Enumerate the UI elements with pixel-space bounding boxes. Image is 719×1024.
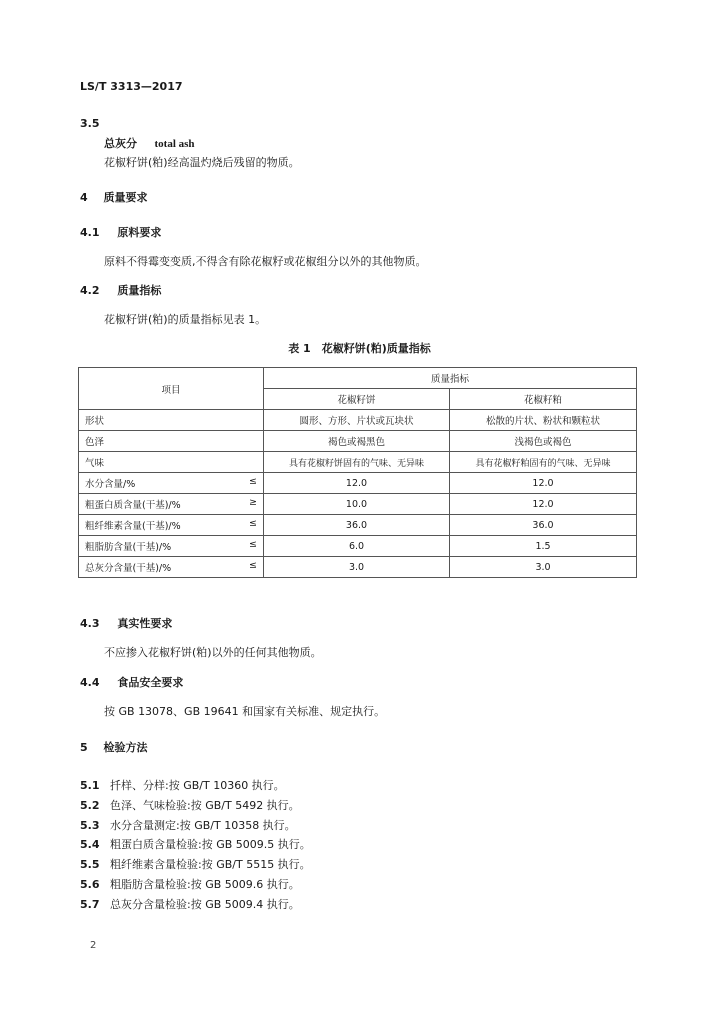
method-number: 5.5 bbox=[80, 858, 100, 871]
method-item bbox=[80, 797, 300, 813]
row-value-1: 10.0 bbox=[264, 494, 450, 515]
section-4-4-text: 按 GB 13078、GB 19641 和国家有关标准、规定执行。 bbox=[104, 705, 386, 718]
table-row bbox=[79, 536, 637, 557]
table-row bbox=[79, 410, 637, 431]
section-4-2-title: 质量指标 bbox=[117, 284, 162, 297]
method-number: 5.1 bbox=[80, 779, 100, 792]
term-en: total ash bbox=[154, 138, 195, 150]
section-4-3-number: 4.3 bbox=[80, 617, 100, 630]
section-4-1-number: 4.1 bbox=[80, 226, 100, 239]
table-row bbox=[79, 473, 637, 494]
row-value-2: 12.0 bbox=[450, 473, 637, 494]
row-op: ≤ bbox=[249, 476, 257, 487]
section-3-5-number: 3.5 bbox=[80, 117, 100, 130]
section-5-heading bbox=[80, 739, 148, 755]
term-heading bbox=[104, 135, 195, 151]
method-text: 总灰分含量检验:按 GB 5009.4 执行。 bbox=[110, 898, 300, 911]
table-row bbox=[79, 431, 637, 452]
method-text: 粗蛋白质含量检验:按 GB 5009.5 执行。 bbox=[110, 838, 311, 851]
section-4-number: 4 bbox=[80, 191, 88, 204]
table-row bbox=[79, 557, 637, 578]
method-text: 粗纤维素含量检验:按 GB/T 5515 执行。 bbox=[110, 858, 311, 871]
row-op: ≤ bbox=[249, 518, 257, 529]
method-text: 粗脂肪含量检验:按 GB 5009.6 执行。 bbox=[110, 878, 300, 891]
section-4-title: 质量要求 bbox=[103, 191, 148, 204]
header-col2: 花椒籽粕 bbox=[450, 389, 637, 410]
row-item: 气味 bbox=[85, 458, 105, 469]
section-4-4-heading bbox=[80, 674, 183, 690]
term-cn: 总灰分 bbox=[104, 137, 137, 150]
row-item: 水分含量/% bbox=[85, 479, 136, 490]
method-number: 5.2 bbox=[80, 799, 100, 812]
table-row bbox=[79, 452, 637, 473]
row-value-2: 1.5 bbox=[450, 536, 637, 557]
row-value-1: 圆形、方形、片状或瓦块状 bbox=[264, 410, 450, 431]
row-value-2: 具有花椒籽粕固有的气味、无异味 bbox=[450, 452, 637, 473]
row-value-2: 12.0 bbox=[450, 494, 637, 515]
method-item bbox=[80, 836, 311, 852]
section-4-heading bbox=[80, 189, 148, 205]
row-item: 粗纤维素含量(干基)/% bbox=[85, 521, 181, 532]
term-definition: 花椒籽饼(粕)经高温灼烧后残留的物质。 bbox=[104, 156, 300, 169]
method-item bbox=[80, 896, 300, 912]
method-item bbox=[80, 856, 311, 872]
row-item: 色泽 bbox=[85, 437, 105, 448]
row-item: 粗脂肪含量(干基)/% bbox=[85, 542, 172, 553]
section-4-1-title: 原料要求 bbox=[117, 226, 162, 239]
row-item: 总灰分含量(干基)/% bbox=[85, 563, 172, 574]
method-number: 5.6 bbox=[80, 878, 100, 891]
table-row bbox=[79, 515, 637, 536]
section-4-1-text: 原料不得霉变变质,不得含有除花椒籽或花椒组分以外的其他物质。 bbox=[104, 255, 427, 268]
header-item: 项目 bbox=[79, 368, 264, 410]
row-value-1: 3.0 bbox=[264, 557, 450, 578]
table-row bbox=[79, 494, 637, 515]
row-value-1: 具有花椒籽饼固有的气味、无异味 bbox=[264, 452, 450, 473]
header-group: 质量指标 bbox=[264, 368, 637, 389]
method-number: 5.7 bbox=[80, 898, 100, 911]
section-4-2-heading bbox=[80, 282, 161, 298]
method-text: 色泽、气味检验:按 GB/T 5492 执行。 bbox=[110, 799, 300, 812]
section-4-2-number: 4.2 bbox=[80, 284, 100, 297]
row-value-2: 36.0 bbox=[450, 515, 637, 536]
row-op: ≤ bbox=[249, 560, 257, 571]
row-value-1: 12.0 bbox=[264, 473, 450, 494]
section-4-4-title: 食品安全要求 bbox=[117, 676, 184, 689]
row-op: ≤ bbox=[249, 539, 257, 550]
section-4-2-text: 花椒籽饼(粕)的质量指标见表 1。 bbox=[104, 313, 267, 326]
row-value-1: 褐色或褐黑色 bbox=[264, 431, 450, 452]
page-number: 2 bbox=[90, 940, 97, 951]
section-4-3-title: 真实性要求 bbox=[117, 617, 173, 630]
method-item bbox=[80, 876, 300, 892]
row-value-2: 浅褐色或褐色 bbox=[450, 431, 637, 452]
method-item bbox=[80, 777, 285, 793]
quality-table bbox=[78, 367, 637, 578]
row-value-2: 3.0 bbox=[450, 557, 637, 578]
row-item: 粗蛋白质含量(干基)/% bbox=[85, 500, 181, 511]
method-item bbox=[80, 817, 296, 833]
section-4-1-heading bbox=[80, 224, 161, 240]
section-5-number: 5 bbox=[80, 741, 88, 754]
section-4-4-number: 4.4 bbox=[80, 676, 100, 689]
section-4-3-heading bbox=[80, 615, 172, 631]
row-op: ≥ bbox=[249, 497, 257, 508]
method-number: 5.3 bbox=[80, 819, 100, 832]
table-header-row bbox=[79, 368, 637, 389]
table-caption: 表 1 花椒籽饼(粕)质量指标 bbox=[288, 342, 431, 355]
row-value-1: 6.0 bbox=[264, 536, 450, 557]
method-number: 5.4 bbox=[80, 838, 100, 851]
header-col1: 花椒籽饼 bbox=[264, 389, 450, 410]
standard-code: LS/T 3313—2017 bbox=[80, 80, 183, 93]
section-5-title: 检验方法 bbox=[103, 741, 148, 754]
row-item: 形状 bbox=[85, 416, 105, 427]
method-text: 水分含量测定:按 GB/T 10358 执行。 bbox=[110, 819, 296, 832]
row-value-1: 36.0 bbox=[264, 515, 450, 536]
method-text: 扦样、分样:按 GB/T 10360 执行。 bbox=[110, 779, 285, 792]
section-4-3-text: 不应掺入花椒籽饼(粕)以外的任何其他物质。 bbox=[104, 646, 322, 659]
row-value-2: 松散的片状、粉状和颗粒状 bbox=[450, 410, 637, 431]
